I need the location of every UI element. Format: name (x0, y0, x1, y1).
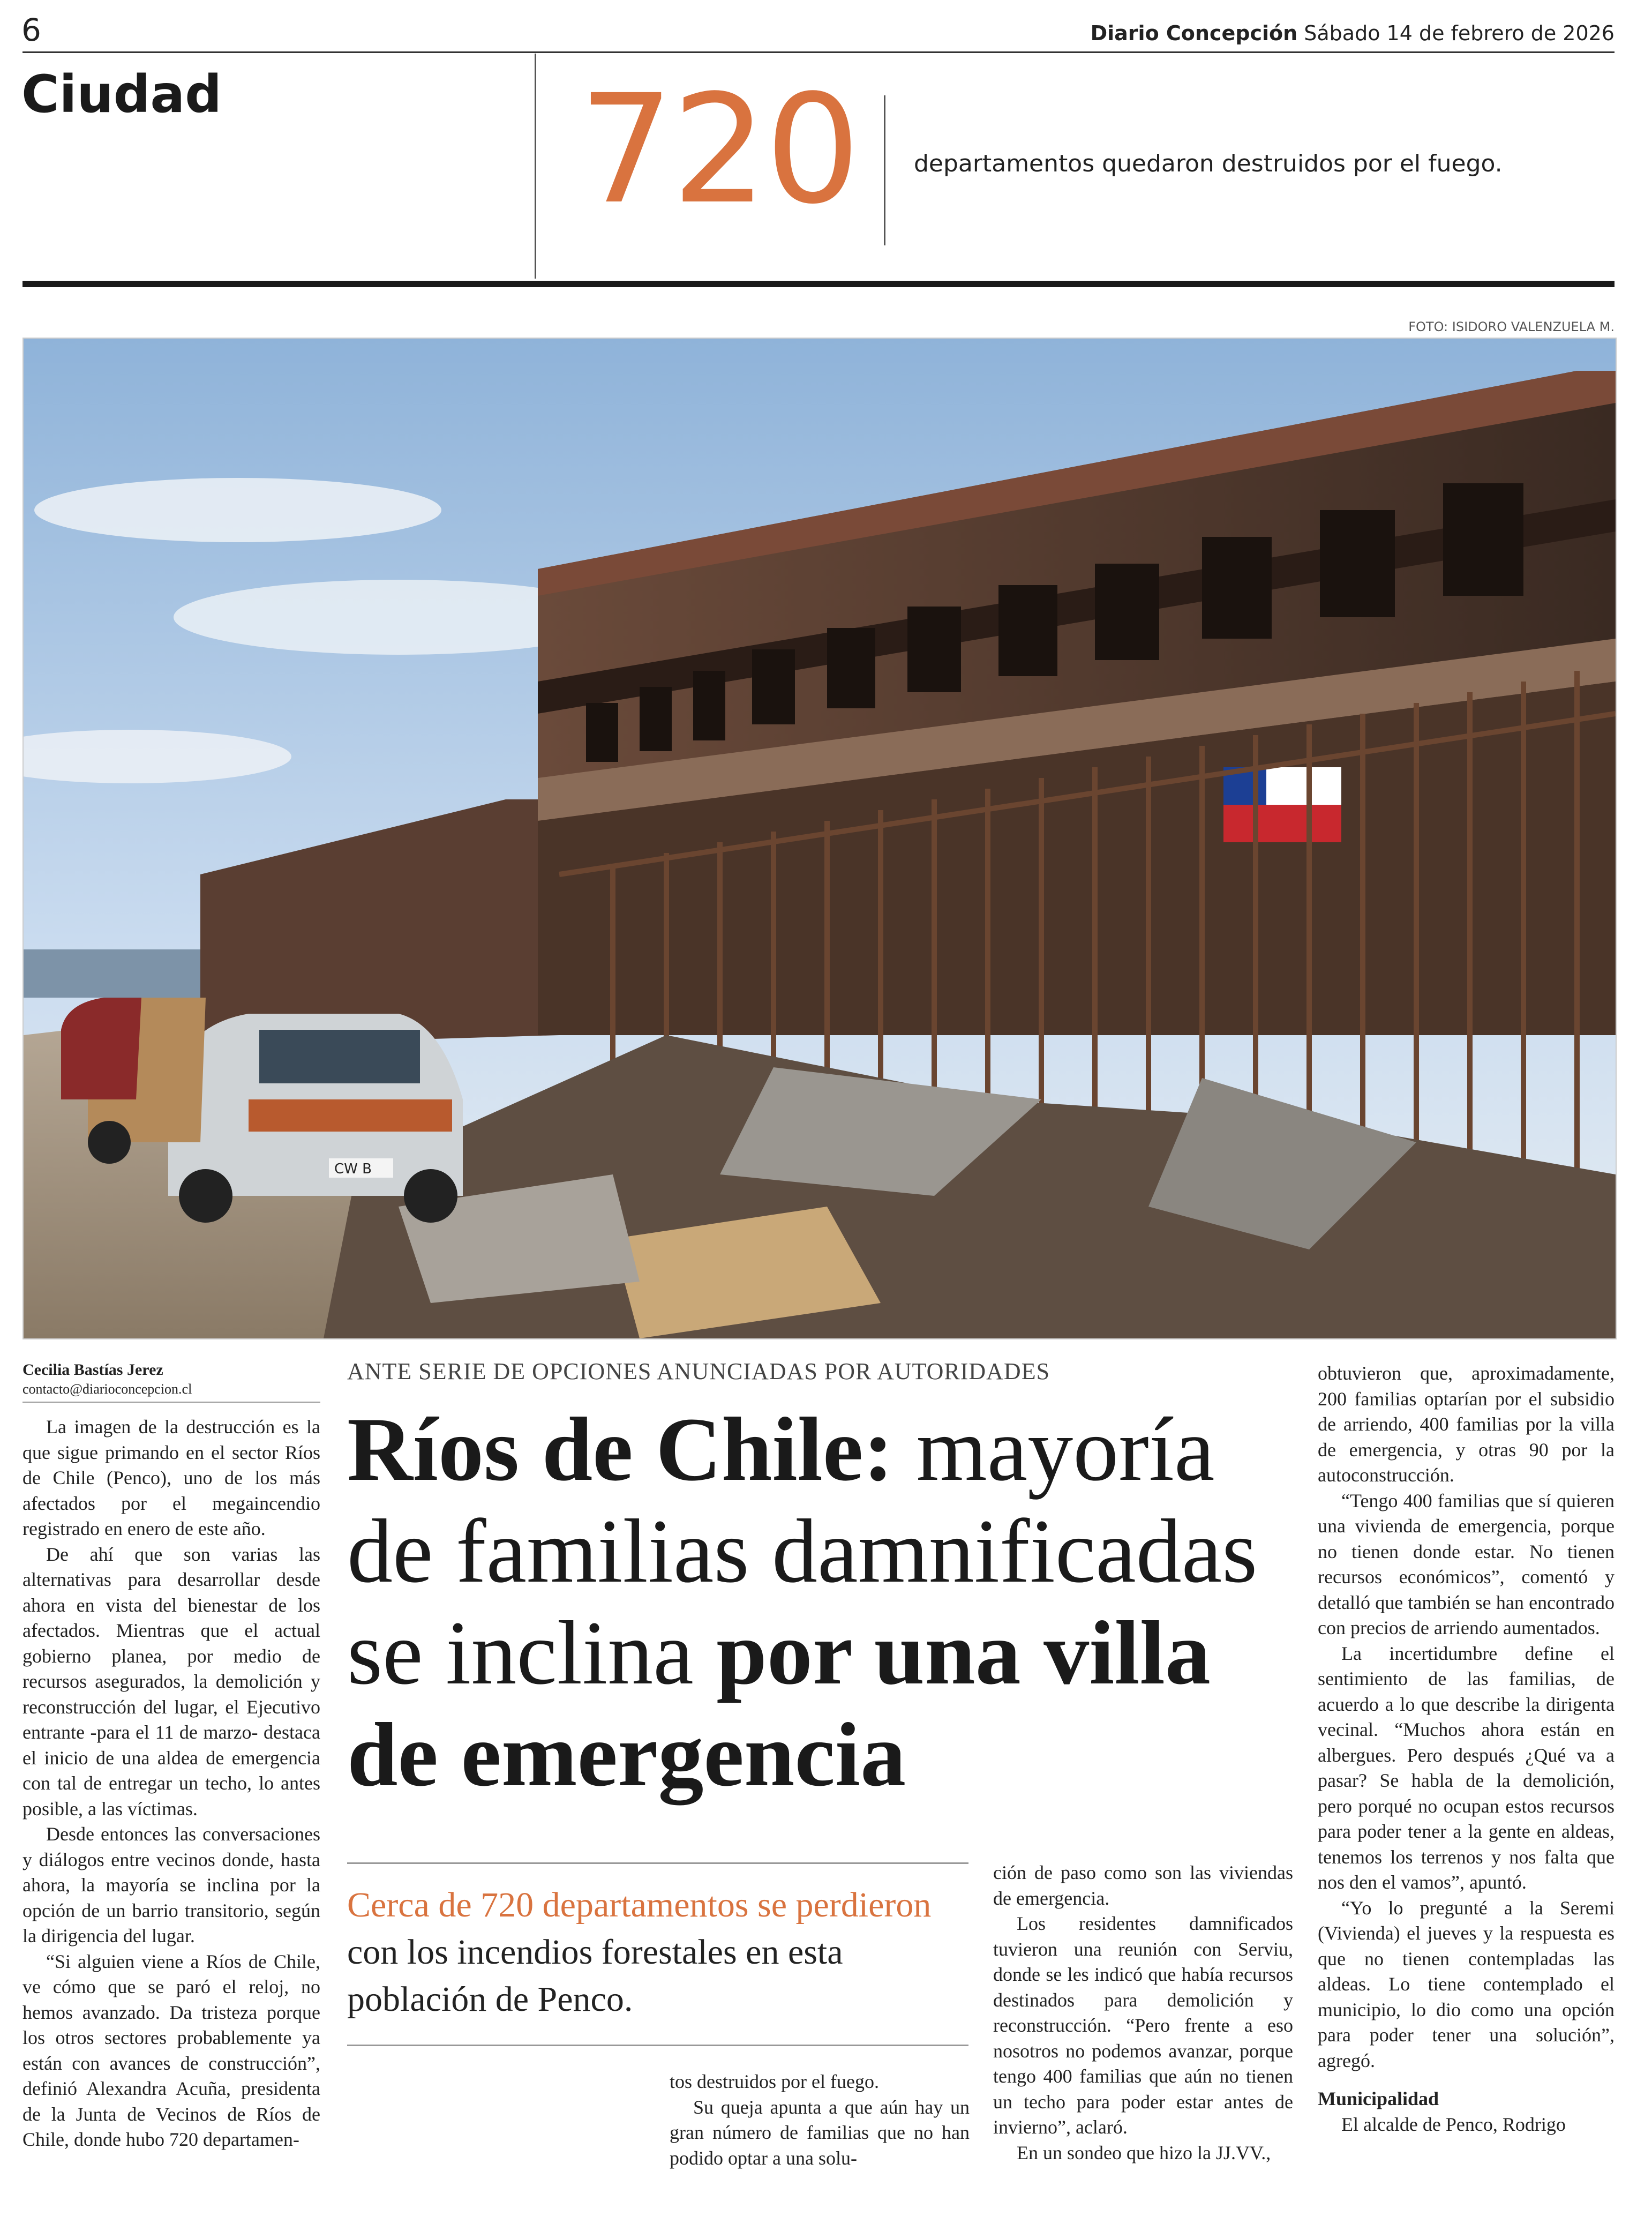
paragraph: “Yo lo pregunté a la Seremi (Vivienda) el jueves y la respuesta es que no tienen contempladas las aldeas. Lo tiene contemplado el municipio, lo dio como una opción para poder tener una solución”, agregó. (1318, 1897, 1615, 2071)
kicker: ANTE SERIE DE OPCIONES ANUNCIADAS POR AUTORIDADES (347, 1358, 1050, 1384)
article-column-1 (22, 1414, 320, 2153)
masthead (1091, 21, 1615, 45)
headline-part-1: Ríos de Chile: (347, 1399, 893, 1500)
paragraph: “Tengo 400 familias que sí quieren una vivienda de emergencia, porque no tienen donde estar. No tienen recursos económicos”, comentó y detalló que también se han encontrado con precios de arriendo aumentados. (1318, 1489, 1615, 1638)
paragraph: tos destruidos por el fuego. (670, 2071, 879, 2092)
paragraph: Su queja apunta a que aún hay un gran número de familias que no han podido optar a una solu- (670, 2096, 970, 2169)
section-title: Ciudad (21, 64, 222, 124)
stat-number: 720 (579, 63, 859, 237)
paragraph: Los residentes damnificados tuvieron una reunión con Serviu, donde se les indicó que había recursos destinados para demolición y reconstrucción. “Pero frente a eso nosotros no podemos avanzar, porque tengo 400 familias que aún no tienen un techo para poder estar antes de invierno”, aclaró. (993, 1913, 1293, 2138)
deck-rule (347, 2045, 968, 2046)
deck-rule (347, 1862, 968, 1864)
deck (347, 1882, 968, 2023)
byline-email: contacto@diarioconcepcion.cl (22, 1381, 192, 1397)
license-plate: CW B (334, 1161, 372, 1177)
subheading: Municipalidad (1318, 2088, 1439, 2109)
stat-caption: departamentos quedaron destruidos por el fuego. (914, 150, 1503, 177)
top-rule (22, 51, 1615, 53)
main-photo (22, 338, 1617, 1339)
paragraph: obtuvieron que, aproximadamente, 200 familias optarían por el subsidio de arriendo, 400 familias por la villa de emergencia, y otras 90 por la autoconstrucción. (1318, 1362, 1615, 1486)
headline-part-2: mayoría de familias damnificadas se inclina (347, 1399, 1258, 1703)
paragraph: La incertidumbre define el sentimiento de las familias, de acuerdo a lo que describe la dirigenta vecinal. “Muchos ahora están en albergues. Pero después ¿Qué va a pasar? Se habla de la demolición, pero porqué no ocupan estos recursos para poder tener a la gente en aldeas, tenemos los terrenos y nos falta que nos den el vamos”, apuntó. (1318, 1642, 1615, 1893)
paragraph: La imagen de la destrucción es la que sigue primando en el sector Ríos de Chile (Penco), uno de los más afectados por el megaincendio registrado en enero de este año. (22, 1416, 320, 1539)
divider (884, 95, 885, 245)
paragraph: En un sondeo que hizo la JJ.VV., (1017, 2142, 1271, 2163)
newspaper-name: Diario Concepción (1090, 21, 1298, 45)
headline (347, 1398, 1311, 1806)
headline-part-3: por una villa de emergencia (347, 1603, 1211, 1805)
article-column-2 (670, 2069, 970, 2171)
paragraph: ción de paso como son las viviendas de emergencia. (993, 1862, 1293, 1909)
photo-credit: FOTO: ISIDORO VALENZUELA M. (1408, 319, 1615, 334)
paragraph: El alcalde de Penco, Rodrigo (1341, 2113, 1566, 2135)
deck-text: con los incendios forestales en esta población de Penco. (347, 1933, 843, 2019)
paragraph: Desde entonces las conversaciones y diálogos entre vecinos donde, hasta ahora, la mayoría se inclina por la opción de un barrio transitorio, según la dirigencia del lugar. (22, 1823, 320, 1947)
article-column-4 (1318, 1361, 1615, 2137)
header-rule (22, 281, 1615, 287)
divider (535, 54, 536, 279)
article-column-3 (993, 1860, 1293, 2166)
byline-rule (22, 1402, 320, 1403)
issue-date: Sábado 14 de febrero de 2026 (1304, 21, 1615, 45)
paragraph: “Si alguien viene a Ríos de Chile, ve cómo que se paró el reloj, no hemos avanzado. Da tristeza porque los otros sectores probablemente ya están con avances de construcción”, definió Alexandra Acuña, presidenta de la Junta de Vecinos de Ríos de Chile, donde hubo 720 departamen- (22, 1950, 320, 2150)
page-number: 6 (21, 12, 41, 48)
byline-author: Cecilia Bastías Jerez (22, 1361, 163, 1379)
paragraph: De ahí que son varias las alternativas para desarrollar desde ahora en vista del bienestar de los afectados. Mientras que el actual gobierno planea, por medio de recursos asegurados, la demolición y reconstrucción del lugar, el Ejecutivo entrante -para el 11 de marzo- destaca el inicio de una aldea de emergencia con tal de entregar un techo, lo antes posible, a las víctimas. (22, 1543, 320, 1820)
deck-highlight: Cerca de 720 departamentos se perdieron (347, 1885, 932, 1925)
